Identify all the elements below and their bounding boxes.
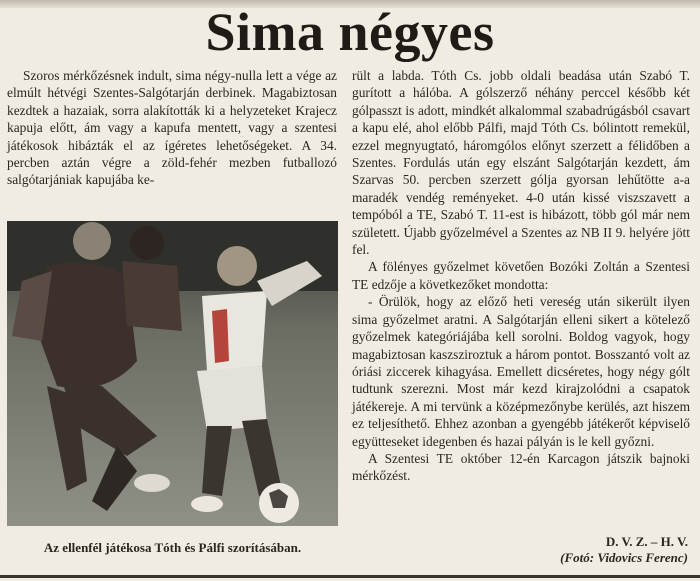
article-paragraph: Szoros mérkőzésnek indult, sima négy-nulla lett a vége az elmúlt hétvégi Szentes-Salgótarján derbinek. Magabiztosan kezdtek a hazaiak, sorra alakították ki a helyzeteket Krajecz kapuja előtt, ám vagy a kapufa mentett, vagy a szentesi játékosok hibázták el az ígéretes lehetőségeket. A 34. percben aztán végre a zöld-fehér mezben futballozó salgótarjániak kapujába ke- — [7, 68, 337, 188]
article-paragraph: A Szentesi TE október 12-én Karcagon játszik bajnoki mérkőzést. — [352, 450, 690, 484]
left-column — [7, 67, 337, 189]
photo-credit: (Fotó: Vidovics Ferenc) — [560, 550, 688, 565]
bottom-rule — [0, 575, 700, 578]
article-paragraph: A fölényes győzelmet követően Bozóki Zoltán a Szentesi TE edzője a következőket mondotta: — [352, 259, 690, 292]
article-headline: Sima négyes — [205, 2, 495, 62]
match-photo — [7, 221, 338, 526]
author-initials: D. V. Z. – H. V. — [605, 534, 688, 549]
byline — [560, 534, 688, 566]
article-paragraph: rült a labda. Tóth Cs. jobb oldali beadása után Szabó T. gurított a hálóba. A gólszerző néhány perccel később két gólpasszt is adott, mindkét alkalommal szabadrúgásból csavart a kapu elé, ahol előbb Pálfi, majd Tóth Cs. bólintott remekül, ezzel megnyugtató, háromgólos előnyt szerzett a félidőben a Szentes. Fordulás után egy elszánt Salgótarján kezdett, ám Szarvas 50. percben szerzett gólja gyorsan lehűtötte a-a maradék vendég reményeket. 4-0 után kissé viszszavett a tempóból a TE, Szabó T. 11-est is hibázott, több gól már nem született. Újabb győzelmével a Szentes az NB II 9. helyére jött fel. — [352, 68, 690, 258]
quote-paragraph: - Örülök, hogy az előző heti vereség után sikerült ilyen sima győzelmet aratni. A Salgótarján elleni sikert a kötelező győzelmek kategóriájába kell sorolni. Boldog vagyok, hogy magabiztosan kaszsziroztuk a három pontot. Bosszantó volt az óriási ziccerek kihagyása. Emellett dicséretes, hogy négy gólt tudtunk szerezni. Most már kezd kirajzolódni a csapatok játékereje. A mi tervünk a középmezőnybe kerülés, azt hiszem ez teljesíthető. Ehhez azonban a gyengébb játékerőt képviselő együtteseket idegenben és hazai pályán is le kell győzni. — [352, 294, 690, 449]
right-column — [352, 67, 690, 485]
photo-caption: Az ellenfél játékosa Tóth és Pálfi szorításában. — [43, 540, 302, 555]
